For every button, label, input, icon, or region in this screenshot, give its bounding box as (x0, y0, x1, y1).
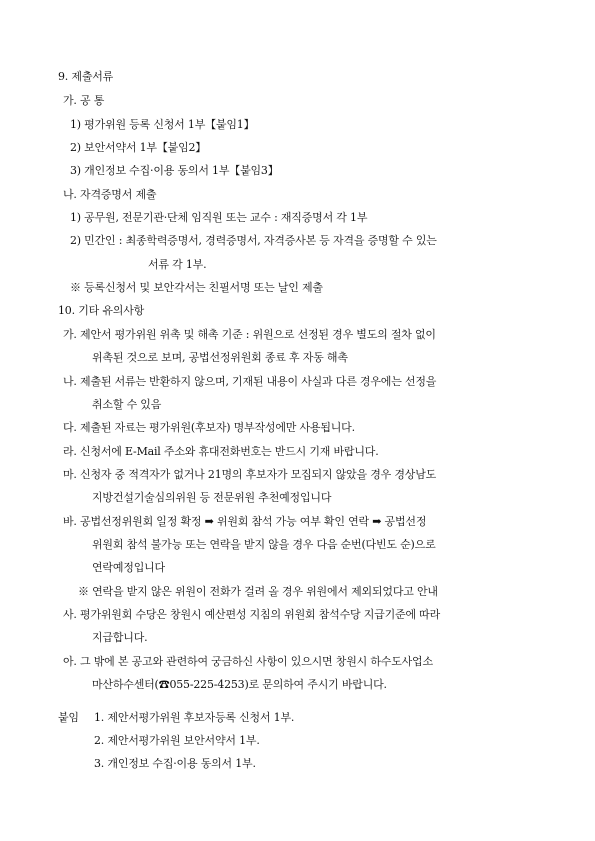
attachments-label: 붙임 (58, 711, 79, 724)
list-item: 1) 평가위원 등록 신청서 1부【붙임1】 (70, 118, 255, 131)
paragraph-ba: 바. 공법선정위원회 일정 확정 ➡ 위원회 참석 가능 여부 확인 연락 ➡ 공법선정 (63, 515, 427, 528)
paragraph-ma: 마. 신청자 중 적격자가 없거나 21명의 후보자가 모집되지 않았을 경우 경상남도 (63, 468, 437, 481)
list-item-continuation: 서류 각 1부. (148, 258, 207, 271)
paragraph-na-continuation: 취소할 수 있음 (92, 398, 162, 411)
paragraph-ga-continuation: 위촉된 것으로 보며, 공법선정위원회 종료 후 자동 해촉 (92, 351, 348, 364)
paragraph-a: 아. 그 밖에 본 공고와 관련하여 궁금하신 사항이 있으시면 창원시 하수도사업소 (63, 655, 433, 668)
paragraph-sa-continuation: 지급합니다. (92, 631, 148, 644)
section-9-title: 9. 제출서류 (58, 70, 114, 83)
attachment-item: 1. 제안서평가위원 후보자등록 신청서 1부. (94, 711, 295, 724)
paragraph-ga: 가. 제안서 평가위원 위촉 및 해촉 기준 : 위원으로 선정된 경우 별도의 절차 없이 (63, 328, 436, 341)
section-10-title: 10. 기타 유의사항 (58, 304, 145, 317)
subsection-na-title: 나. 자격증명서 제출 (63, 188, 157, 201)
attachment-item: 3. 개인정보 수집·이용 동의서 1부. (94, 757, 256, 770)
note: ※ 등록신청서 및 보안각서는 친필서명 또는 날인 제출 (70, 281, 323, 294)
list-item: 3) 개인정보 수집·이용 동의서 1부【붙임3】 (70, 164, 279, 177)
paragraph-da: 다. 제출된 자료는 평가위원(후보자) 명부작성에만 사용됩니다. (63, 421, 355, 434)
list-item: 2) 민간인 : 최종학력증명서, 경력증명서, 자격증사본 등 자격을 증명할 수 있는 (70, 234, 437, 247)
paragraph-ba-continuation: 위원회 참석 불가능 또는 연락을 받지 않을 경우 다음 순번(다빈도 순)으로 (92, 538, 436, 551)
paragraph-ma-continuation: 지방건설기술심의위원 등 전문위원 추천예정입니다 (92, 491, 332, 504)
paragraph-ba-continuation: 연락예정입니다 (92, 561, 165, 574)
attachment-item: 2. 제안서평가위원 보안서약서 1부. (94, 734, 260, 747)
list-item: 1) 공무원, 전문기관·단체 임직원 또는 교수 : 재직증명서 각 1부 (70, 211, 368, 224)
list-item: 2) 보안서약서 1부【붙임2】 (70, 141, 207, 154)
subsection-ga-title: 가. 공 통 (63, 94, 105, 107)
paragraph-a-continuation: 마산하수센터(☎055-225-4253)로 문의하여 주시기 바랍니다. (92, 678, 387, 691)
paragraph-ra: 라. 신청서에 E-Mail 주소와 휴대전화번호는 반드시 기재 바랍니다. (63, 445, 379, 458)
paragraph-na: 나. 제출된 서류는 반환하지 않으며, 기재된 내용이 사실과 다른 경우에는 선정을 (63, 375, 437, 388)
paragraph-sa: 사. 평가위원회 수당은 창원시 예산편성 지침의 위원회 참석수당 지급기준에 따라 (63, 608, 441, 621)
note: ※ 연락을 받지 않은 위원이 전화가 걸려 올 경우 위원에서 제외되었다고 안내 (78, 585, 438, 598)
